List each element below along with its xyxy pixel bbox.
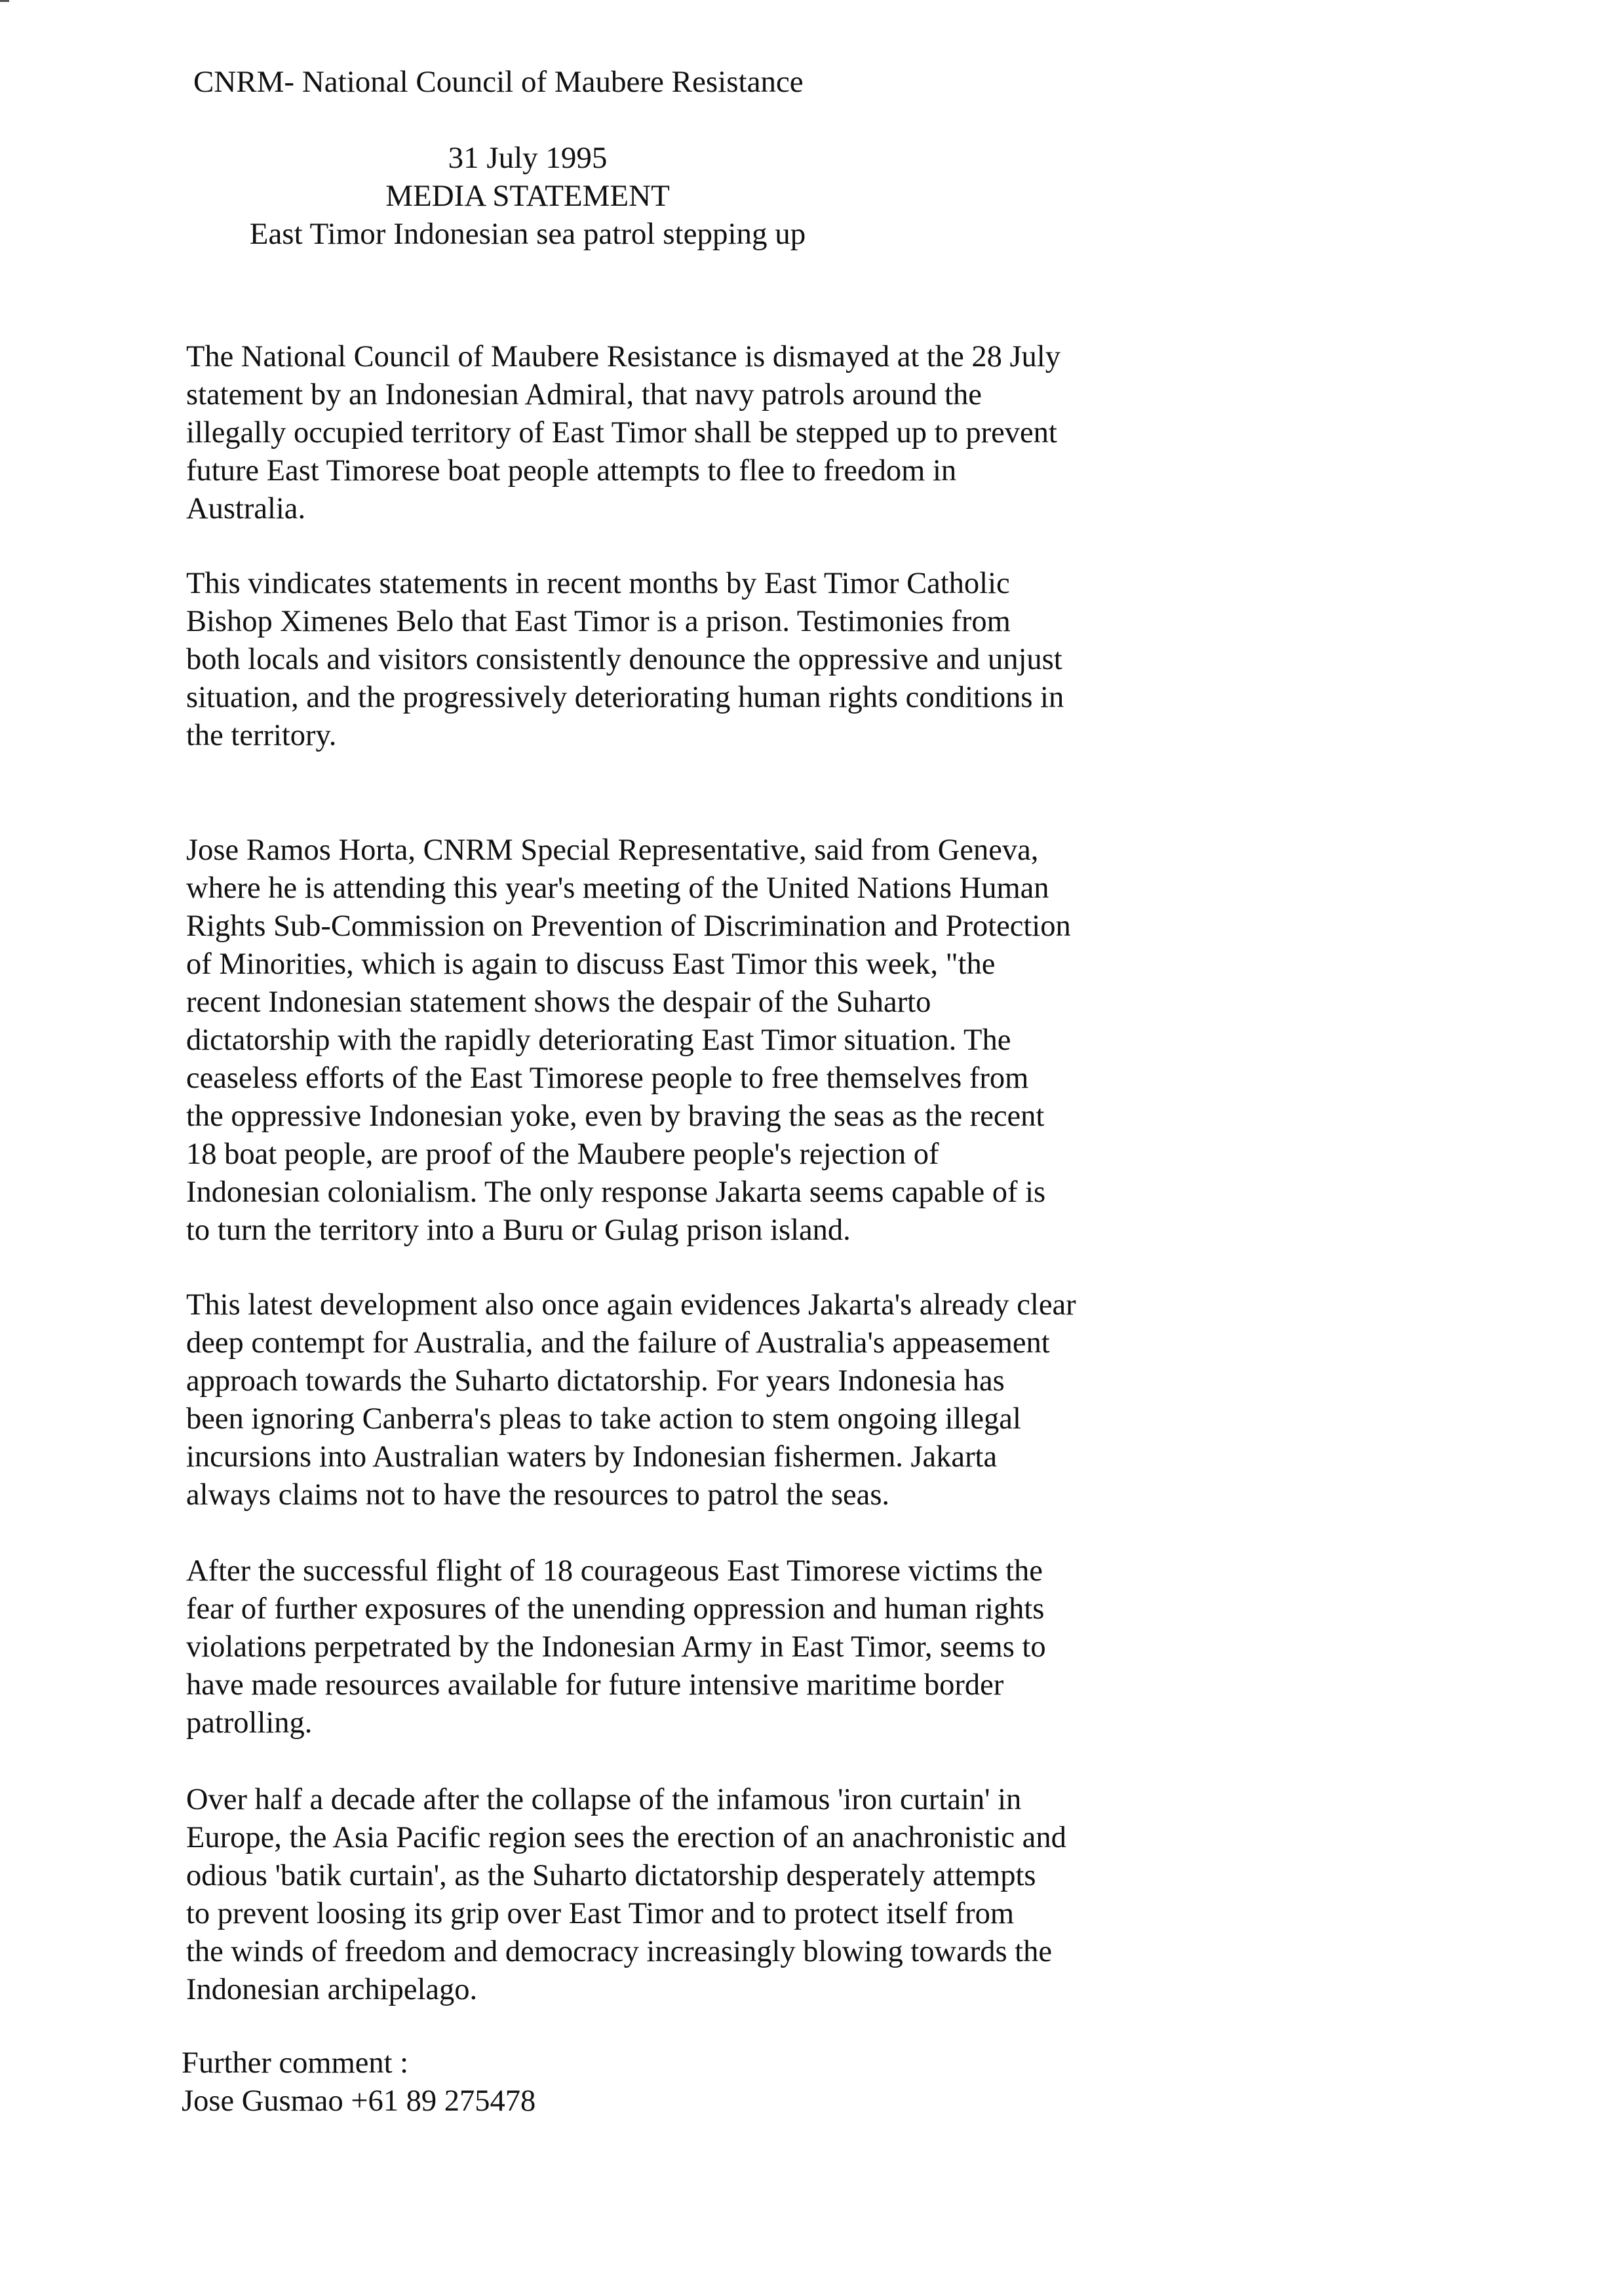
contact-block [182,2044,535,2120]
text-line: Over half a decade after the collapse of the infamous 'iron curtain' in [186,1783,1022,1816]
body-paragraph-3 [186,832,1189,1250]
text-line: This vindicates statements in recent months by East Timor Catholic [186,567,1010,600]
text-line: recent Indonesian statement shows the despair of the Suharto [186,985,931,1019]
text-line: statement by an Indonesian Admiral, that navy patrols around the [186,378,982,411]
text-line: the oppressive Indonesian yoke, even by braving the seas as the recent [186,1100,1045,1133]
text-line: always claims not to have the resources to patrol the seas. [186,1478,890,1512]
text-line: Rights Sub-Commission on Prevention of Discrimination and Protection [186,909,1071,943]
statement-headline: East Timor Indonesian sea patrol stepping up [249,217,806,251]
text-line: This latest development also once again evidences Jakarta's already clear [186,1288,1076,1322]
text-line: to turn the territory into a Buru or Gulag prison island. [186,1214,851,1247]
text-line: incursions into Australian waters by Indonesian fishermen. Jakarta [186,1440,998,1474]
text-line: dictatorship with the rapidly deteriorating East Timor situation. The [186,1024,1011,1057]
contact-label: Further comment : [182,2046,409,2080]
organization-heading: CNRM- National Council of Maubere Resistance [193,65,804,99]
statement-date: 31 July 1995 [448,141,608,175]
text-line: the territory. [186,719,337,752]
text-line: to prevent loosing its grip over East Timor and to protect itself from [186,1897,1015,1930]
text-line: odious 'batik curtain', as the Suharto dictatorship desperately attempts [186,1859,1036,1892]
statement-type: MEDIA STATEMENT [385,179,670,213]
text-line: The National Council of Maubere Resistance is dismayed at the 28 July [186,340,1060,373]
text-line: fear of further exposures of the unending oppression and human rights [186,1592,1045,1626]
statement-header [197,139,859,253]
text-line: where he is attending this year's meeting of the United Nations Human [186,871,1049,905]
text-line: ceaseless efforts of the East Timorese people to free themselves from [186,1062,1029,1095]
text-line: Bishop Ximenes Belo that East Timor is a prison. Testimonies from [186,605,1011,638]
text-line: been ignoring Canberra's pleas to take action to stem ongoing illegal [186,1402,1021,1436]
text-line: After the successful flight of 18 courageous East Timorese victims the [186,1554,1043,1588]
text-line: Australia. [186,492,306,526]
body-paragraph-5 [186,1552,1189,1742]
text-line: 18 boat people, are proof of the Maubere people's rejection of [186,1138,939,1171]
text-line: both locals and visitors consistently denounce the oppressive and unjust [186,643,1062,676]
text-line: patrolling. [186,1706,313,1740]
text-line: Europe, the Asia Pacific region sees the erection of an anachronistic and [186,1821,1066,1854]
text-line: Indonesian archipelago. [186,1973,478,2006]
text-line: future East Timorese boat people attempts to flee to freedom in [186,454,957,488]
text-line: Jose Ramos Horta, CNRM Special Representative, said from Geneva, [186,833,1039,867]
text-line: illegally occupied territory of East Timor shall be stepped up to prevent [186,416,1057,450]
text-line: violations perpetrated by the Indonesian Army in East Timor, seems to [186,1630,1046,1664]
text-line: of Minorities, which is again to discuss East Timor this week, "the [186,947,996,981]
body-paragraph-1 [186,338,1189,528]
body-paragraph-4 [186,1286,1189,1514]
body-paragraph-6 [186,1781,1189,2009]
body-paragraph-2 [186,565,1189,755]
contact-details: Jose Gusmao +61 89 275478 [182,2084,536,2118]
text-line: situation, and the progressively deteriorating human rights conditions in [186,681,1064,714]
text-line: have made resources available for future intensive maritime border [186,1668,1004,1702]
text-line: deep contempt for Australia, and the failure of Australia's appeasement [186,1326,1050,1360]
text-line: the winds of freedom and democracy increasingly blowing towards the [186,1935,1052,1968]
text-line: approach towards the Suharto dictatorship. For years Indonesia has [186,1364,1005,1398]
text-line: Indonesian colonialism. The only response Jakarta seems capable of is [186,1176,1046,1209]
scan-artifact [0,0,9,2]
